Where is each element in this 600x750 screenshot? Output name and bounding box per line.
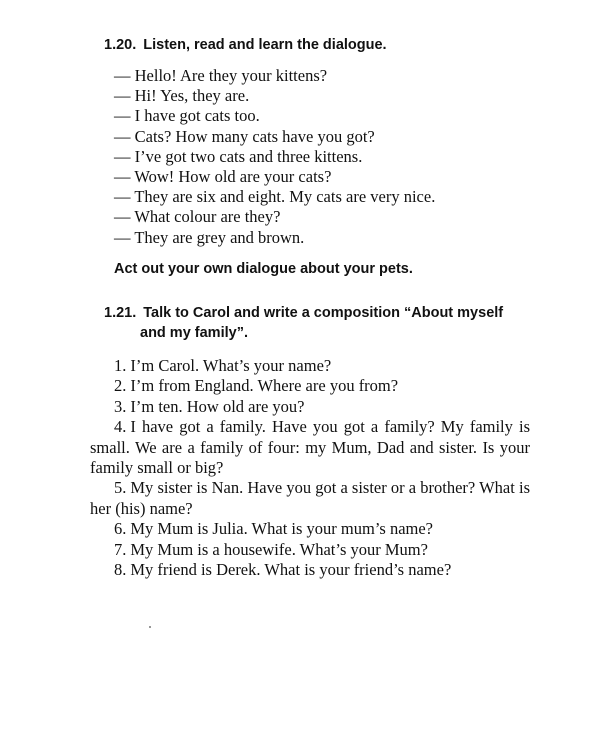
exercise-1-20-heading xyxy=(104,36,387,55)
dialogue-line: — Wow! How old are your cats? xyxy=(114,166,332,186)
item-number: 8. xyxy=(114,560,127,580)
dialogue-line: — What colour are they? xyxy=(114,207,281,227)
list-item xyxy=(90,397,530,417)
composition-list xyxy=(90,356,530,580)
list-item xyxy=(90,356,530,376)
list-item xyxy=(90,519,530,539)
item-text: My friend is Derek. What is your friend’s name? xyxy=(130,560,452,580)
dialogue-line: — Hi! Yes, they are. xyxy=(114,86,250,106)
dialogue-line: — They are grey and brown. xyxy=(114,227,305,247)
dialogue-line: — I have got cats too. xyxy=(114,106,260,126)
item-text: I’m Carol. What’s your name? xyxy=(130,356,332,375)
exercise-1-21-instruction-line1: Talk to Carol and write a composition “About myself xyxy=(143,305,504,321)
list-item xyxy=(90,478,530,519)
item-number: 5. xyxy=(114,478,127,498)
exercise-1-21-heading xyxy=(104,304,503,323)
item-number: 1. xyxy=(114,356,127,375)
list-item xyxy=(90,540,530,560)
dialogue-line: — They are six and eight. My cats are very nice. xyxy=(114,187,436,207)
item-number: 7. xyxy=(114,539,127,559)
item-text: My sister is Nan. Have you got a sister or a brother? What is her (his) name? xyxy=(90,478,530,518)
item-number: 2. xyxy=(114,376,127,396)
item-number: 3. xyxy=(114,396,127,416)
item-text: I’m from England. Where are you from? xyxy=(130,376,399,396)
dialogue-list xyxy=(114,66,435,248)
exercise-1-20-instruction: Listen, read and learn the dialogue. xyxy=(143,37,387,53)
item-number: 6. xyxy=(114,519,127,539)
list-item xyxy=(90,560,530,580)
paper-speck xyxy=(149,626,151,628)
item-text: I have got a family. Have you got a family? My family is small. We are a family of four: my Mum, Dad and sister. Is your family small or big? xyxy=(90,417,530,478)
exercise-1-21-number: 1.21. xyxy=(104,305,137,321)
item-number: 4. xyxy=(114,417,127,437)
dialogue-line: — Hello! Are they your kittens? xyxy=(114,66,328,85)
item-text: My Mum is a housewife. What’s your Mum? xyxy=(130,539,428,559)
list-item xyxy=(90,417,530,478)
dialogue-line: — Cats? How many cats have you got? xyxy=(114,126,375,146)
item-text: I’m ten. How old are you? xyxy=(130,396,305,416)
item-text: My Mum is Julia. What is your mum’s name? xyxy=(130,519,434,539)
exercise-1-20-follow-up: Act out your own dialogue about your pets. xyxy=(114,261,413,277)
list-item xyxy=(90,376,530,396)
exercise-1-21-instruction-line2: and my family”. xyxy=(140,325,248,341)
exercise-1-20-number: 1.20. xyxy=(104,37,137,53)
dialogue-line: — I’ve got two cats and three kittens. xyxy=(114,146,363,166)
